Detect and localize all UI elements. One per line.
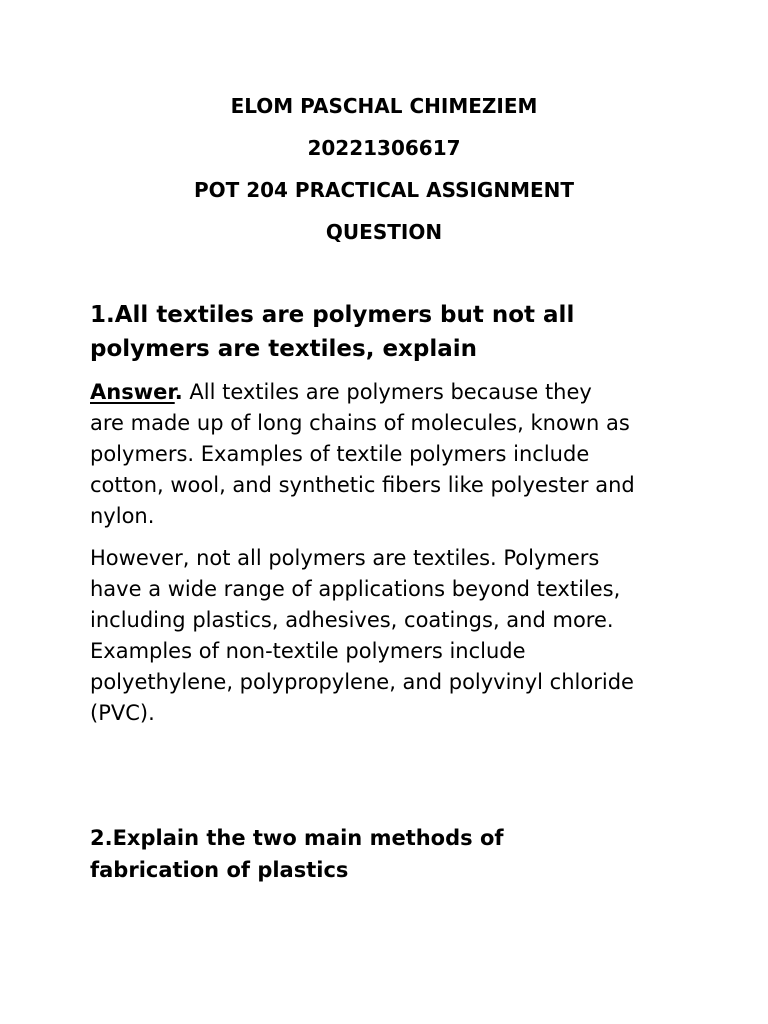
course-title: POT 204 PRACTICAL ASSIGNMENT <box>193 178 575 202</box>
answer-line: Examples of non-textile polymers include <box>90 639 526 663</box>
answer-paragraph-2 <box>90 543 690 729</box>
answer-text: All textiles are polymers because they <box>182 380 592 404</box>
answer-line: cotton, wool, and synthetic fibers like polyester and <box>90 473 635 497</box>
question-1 <box>90 298 690 366</box>
answer-label: Answer <box>90 380 175 404</box>
question-2-line: 2.Explain the two main methods of <box>90 826 504 850</box>
question-1-line: 1.All textiles are polymers but not all <box>90 302 575 328</box>
question-heading: QUESTION <box>325 220 443 244</box>
answer-line: However, not all polymers are textiles. Polymers <box>90 546 600 570</box>
question-1-line: polymers are textiles, explain <box>90 336 478 362</box>
answer-line: including plastics, adhesives, coatings, and more. <box>90 608 614 632</box>
author-name: ELOM PASCHAL CHIMEZIEM <box>230 94 538 118</box>
answer-line: (PVC). <box>90 701 155 725</box>
answer-line: have a wide range of applications beyond textiles, <box>90 577 621 601</box>
answer-label-dot: . <box>174 380 183 404</box>
answer-line: are made up of long chains of molecules, known as <box>90 411 630 435</box>
question-2 <box>90 822 690 886</box>
answer-line: polyethylene, polypropylene, and polyvinyl chloride <box>90 670 634 694</box>
answer-line: nylon. <box>90 504 155 528</box>
student-id: 20221306617 <box>307 136 461 160</box>
answer-line: polymers. Examples of textile polymers include <box>90 442 590 466</box>
question-2-line: fabrication of plastics <box>90 858 349 882</box>
answer-paragraph-1 <box>90 377 690 532</box>
answer-line <box>90 377 690 408</box>
